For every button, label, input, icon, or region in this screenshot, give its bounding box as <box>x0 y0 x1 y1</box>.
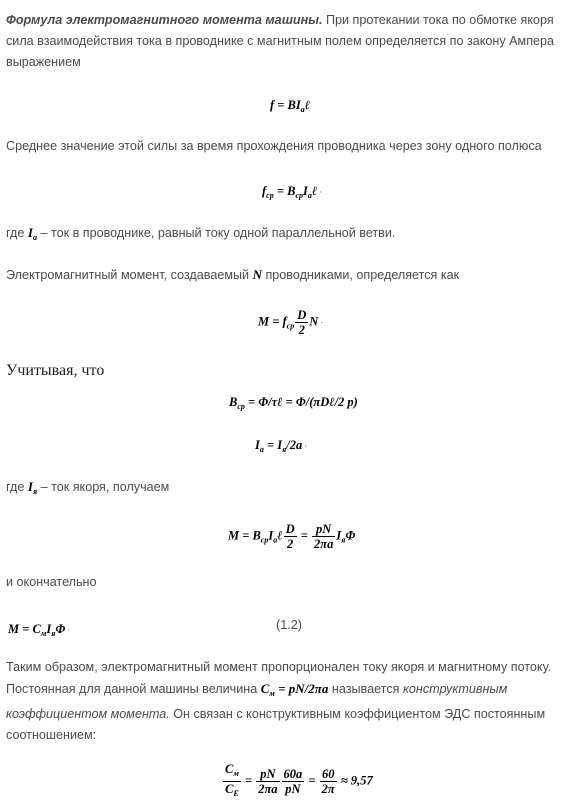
average-force-formula <box>262 184 322 200</box>
p7-italic: конструктивным коэффициентом момента. <box>6 682 508 721</box>
eq3-equals: = <box>269 314 283 329</box>
eq5-i: I <box>255 438 260 452</box>
p7-constant-formula <box>261 681 329 696</box>
eq7-csub: м <box>40 629 47 638</box>
eq4-bsub: ср <box>237 402 245 411</box>
eq7-m: M <box>8 622 20 636</box>
eq2-l: ℓ <box>311 184 318 198</box>
eq7-equals: = <box>19 622 33 636</box>
eq8-den1 <box>223 782 241 801</box>
eq2-b: B <box>287 184 296 198</box>
eq6-den2: 2πa <box>314 537 334 551</box>
p5-sym: I <box>27 479 33 494</box>
eq5-iysub: я <box>282 445 287 454</box>
eq6-i: I <box>268 528 274 543</box>
p5-symbol <box>28 479 37 494</box>
eq6-num2: pN <box>312 522 335 537</box>
p3-sub: a <box>32 233 37 242</box>
equation-number: (1.2) <box>276 618 302 632</box>
p5-post: – ток якоря, получаем <box>37 480 170 494</box>
eq8-num2: pN <box>256 767 279 782</box>
eq5-isub: a <box>259 445 264 454</box>
final-torque-formula <box>8 622 70 638</box>
eq8-equals-2: = <box>305 773 319 788</box>
eq8-num1-sub: м <box>233 769 239 778</box>
eq2-i: I <box>303 184 308 198</box>
p5-sub: я <box>32 487 38 496</box>
eq6-equals-2: = <box>297 528 312 543</box>
eq7-phi: Φ <box>55 622 66 636</box>
eq3-fraction <box>295 308 308 337</box>
eq5-rest: /2a <box>286 438 303 452</box>
eq5-iy: I <box>277 438 283 452</box>
eq6-equals: = <box>239 528 253 543</box>
eq6-b: B <box>252 528 261 543</box>
eq7-c: C <box>32 622 41 636</box>
torque-constant-paragraph <box>6 657 566 746</box>
intro-text: При протекании тока по обмотке якоря сила взаимодействия тока в проводнике с магнитным полем определяется по закону Ампера выражением <box>6 13 555 69</box>
eq8-den2: 2πa <box>258 782 278 796</box>
eq5-dot: · <box>302 441 307 451</box>
p7-a: Таким образом, электромагнитный момент пропорционален току якоря и магнитному потоку. Постоянная для данной машины величина <box>6 660 552 696</box>
finally-paragraph: и окончательно <box>6 575 97 589</box>
eq6-fraction-1 <box>284 522 297 551</box>
eq6-iysub: я <box>341 535 346 545</box>
coefficient-ratio-formula <box>222 762 373 801</box>
eq5-equals: = <box>263 438 278 452</box>
eq7-dot: · <box>65 625 70 635</box>
eq6-l: ℓ <box>277 528 283 543</box>
eq6-iy: I <box>336 528 342 543</box>
eq6-bsub: ср <box>260 535 269 545</box>
eq7-isub: я <box>51 629 56 638</box>
branch-current-formula <box>255 438 307 454</box>
p3-pre: где <box>6 226 28 240</box>
eq3-m: M <box>258 314 270 329</box>
eq1-l: ℓ <box>304 98 311 112</box>
eq3-num: D <box>297 308 307 322</box>
torque-formula <box>258 308 323 337</box>
eq8-approx: ≈ 9,57 <box>337 773 373 788</box>
eq2-bsub: ср <box>295 191 304 200</box>
eq1-equals: = <box>274 98 288 112</box>
eq8-den3: pN <box>285 782 301 796</box>
eq8-den4: 2π <box>321 782 335 796</box>
ampere-force-formula <box>270 98 310 114</box>
p4-symbol: N <box>252 267 262 282</box>
eq4-text: = Φ/τℓ = Φ/(πDℓ/2 p) <box>244 395 358 409</box>
eq2-fsub: ср <box>266 191 274 200</box>
eq2-equals: = <box>273 184 288 198</box>
conductor-current-paragraph <box>6 222 566 248</box>
eq3-den: 2 <box>298 323 305 337</box>
eq7-i: I <box>46 622 52 636</box>
eq8-den1-c: C <box>225 782 234 796</box>
p3-symbol <box>28 225 37 240</box>
eq2-f: f <box>262 184 267 198</box>
formula-title: Формула электромагнитного момента машины. <box>6 13 323 27</box>
eq3-fsub: ср <box>286 321 295 331</box>
p4-post: проводниками, определяется как <box>261 268 460 282</box>
armature-current-paragraph <box>6 476 566 502</box>
eq6-m: M <box>228 528 240 543</box>
eq4-b: B <box>229 395 238 409</box>
eq8-num1 <box>223 762 241 782</box>
eq8-num3: 60a <box>283 767 303 781</box>
eq8-num1-c: C <box>225 762 234 776</box>
eq1-bi: BI <box>287 98 301 112</box>
eq8-den1-sub: E <box>233 789 239 798</box>
p4-pre: Электромагнитный момент, создаваемый <box>6 268 253 282</box>
eq2-dot: · <box>317 187 322 197</box>
p7-csub: м <box>269 689 275 698</box>
eq2-isub: a <box>307 191 312 200</box>
p7-c: C <box>260 681 270 696</box>
eq1-sub: a <box>300 105 305 114</box>
eq6-den1: 2 <box>287 537 294 551</box>
eq8-num4: 60 <box>320 767 337 782</box>
intro-paragraph <box>6 10 566 73</box>
eq6-isub: a <box>273 535 278 545</box>
eq8-equals: = <box>241 773 256 788</box>
p3-post: – ток в проводнике, равный току одной параллельной ветви. <box>36 226 396 240</box>
average-force-paragraph: Среднее значение этой силы за время прохождения проводника через зону одного полюса <box>6 139 542 153</box>
torque-expanded-formula <box>228 522 355 551</box>
p7-b: называется <box>328 682 403 696</box>
eq1-lhs: f <box>270 98 275 112</box>
eq8-fraction-1 <box>223 762 241 801</box>
p5-pre: где <box>6 480 28 494</box>
torque-paragraph <box>6 264 566 286</box>
p3-sym: I <box>27 225 33 240</box>
eq3-dot: · <box>318 317 323 328</box>
eq8-fraction-2 <box>256 767 279 796</box>
eq6-num1: D <box>285 522 295 536</box>
p7-crest: = pN/2πa <box>274 681 329 696</box>
considering-heading: Учитывая, что <box>6 362 105 379</box>
eq3-n: N <box>309 314 319 329</box>
eq3-f: f <box>282 314 287 329</box>
eq6-phi: Φ <box>345 528 356 543</box>
p7-c2: Он связан с конструктивным коэффициентом ЭДС постоянным соотношением: <box>6 707 546 742</box>
eq8-fraction-4 <box>320 767 337 796</box>
eq6-fraction-2 <box>312 522 335 551</box>
flux-density-formula <box>229 395 358 411</box>
eq8-fraction-3 <box>282 767 305 796</box>
